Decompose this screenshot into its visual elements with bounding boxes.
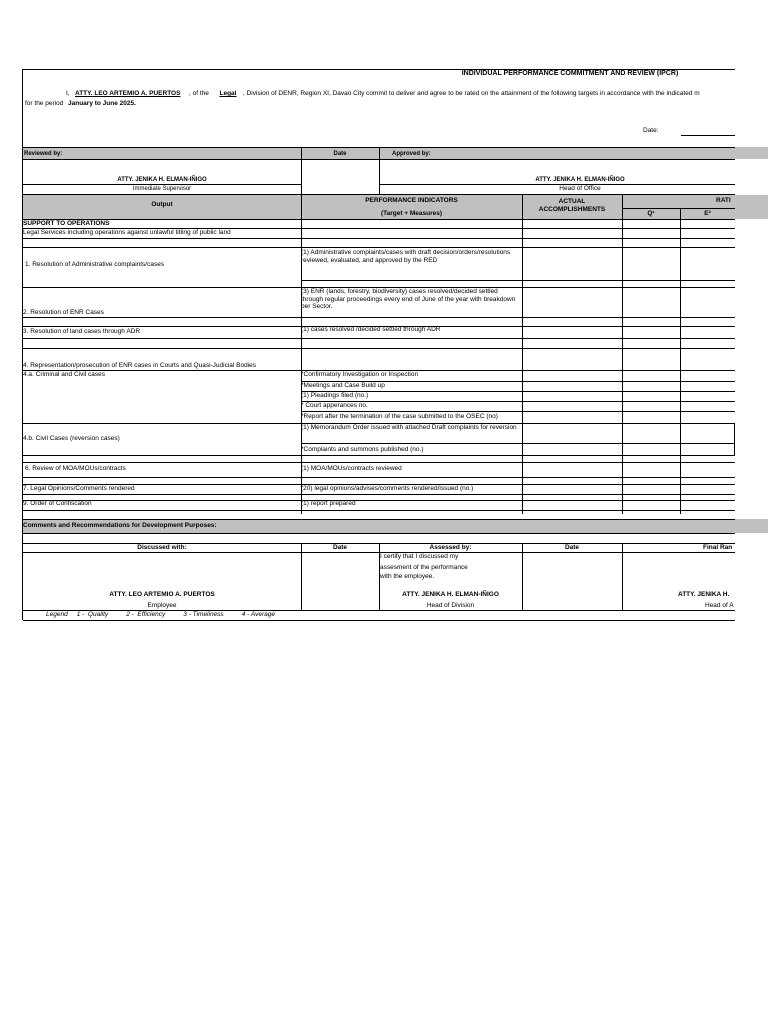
- row-line: [23, 247, 735, 248]
- tbl-v-3: [622, 194, 623, 514]
- footer-assessor-name: ATTY. JENIKA H. ELMAN-IÑIGO: [402, 591, 499, 598]
- approved-by-label: Approved by:: [392, 151, 431, 157]
- footer-employee-role: Employee: [147, 602, 177, 609]
- period-prefix: for the period: [25, 100, 64, 107]
- tbl-v-right-stub: [734, 423, 735, 455]
- certify-line-2: assesment of the performance: [380, 564, 468, 571]
- output-4: 4. Representation/prosecution of ENR cases in Courts and Quasi-Judicial Bodies: [23, 362, 257, 369]
- discussed-with-label: Discussed with:: [137, 544, 187, 551]
- output-7: 7. Legal Opinions/Comments rendered: [23, 485, 135, 492]
- row-line: [23, 317, 735, 318]
- review-date-label: Date: [333, 151, 347, 157]
- footer-date-label: Date: [332, 544, 348, 551]
- comments-bottom: [23, 533, 735, 534]
- row-line: [23, 500, 735, 501]
- th-e: E²: [704, 210, 711, 217]
- section-support: SUPPORT TO OPERATIONS: [23, 220, 110, 227]
- footer-v-1: [301, 543, 302, 610]
- footer-final-name: ATTY. JENIKA H.: [678, 591, 730, 598]
- date-underline: [681, 135, 735, 136]
- reviewed-by-label: Reviewed by:: [24, 151, 63, 157]
- intro-i: I,: [66, 90, 70, 97]
- row-line: [23, 348, 735, 349]
- tbl-v-4: [680, 208, 681, 514]
- division-name: Legal: [219, 90, 237, 97]
- th-q: Q¹: [647, 210, 655, 217]
- intro-rest: , Division of DENR, Region XI, Davao City commit to deliver and agree to be rated on the attainment of the following targets in accordance with the indicated m: [243, 90, 700, 97]
- final-rating-label: Final Ran: [703, 544, 733, 551]
- output-6: 6. Review of MOA/MOUs/contracts: [25, 465, 126, 472]
- th-output: Output: [151, 201, 173, 208]
- review-v-2: [379, 147, 380, 195]
- intro-of-the: , of the: [189, 90, 209, 97]
- indicator-4a-3: (1) Pleadings filed (no.): [301, 392, 369, 399]
- page-title: INDIVIDUAL PERFORMANCE COMMITMENT AND REVIEW (IPCR): [461, 70, 679, 77]
- th-rating: RATI: [716, 197, 731, 204]
- indicator-1: (1) Administrative complaints/cases with draft decision/orders/resolutions reviewed, evaluated, and approved by the RED: [301, 249, 511, 264]
- th-performance-indicators: PERFORMANCE INDICATORS: [365, 197, 458, 204]
- indicator-4a-1: *Confirmatory Investigation or Inspection: [301, 371, 419, 378]
- output-3: 3. Resolution of land cases through ADR: [23, 328, 141, 335]
- row-line: [23, 510, 735, 511]
- th-target-measures: (Target + Measures): [380, 210, 443, 217]
- assessed-by-label: Assessed by:: [429, 544, 472, 551]
- row-line: [23, 462, 735, 463]
- row-line: [23, 494, 735, 495]
- supervisor-name: ATTY. JENIKA H. ELMAN-IÑIGO: [117, 177, 207, 183]
- legend: Legend 1 - Quality 2 - Efficiency 3 - Timeliness 4 - Average: [46, 611, 275, 618]
- th-top: [23, 194, 735, 195]
- th-actual-2: ACCOMPLISHMENTS: [538, 206, 606, 213]
- footer-date-label-2: Date: [564, 544, 580, 551]
- indicator-9: (1) report prepared: [301, 500, 356, 507]
- output-4b: 4.b. Civil Cases (reversion cases): [23, 435, 120, 442]
- indicator-7: (20) legal opinions/advises/comments rendered/issued (no.): [301, 485, 474, 492]
- row-line: [301, 443, 735, 444]
- indicator-6: (1) MOA/MOUs/contracts reviewed: [301, 465, 402, 472]
- head-name: ATTY. JENIKA H. ELMAN-IÑIGO: [535, 177, 625, 183]
- comments-label: Comments and Recommendations for Development Purposes:: [23, 522, 217, 529]
- output-1: 1. Resolution of Administrative complaints/cases: [25, 261, 165, 268]
- indicator-3: (1) cases resolved /decided settled through ADR: [301, 326, 441, 333]
- footer-assessor-role: Head of Division: [426, 602, 475, 609]
- footer-final-role: Head of A: [705, 602, 734, 609]
- period: January to June 2025.: [68, 100, 136, 107]
- head-role: Head of Office: [559, 185, 601, 192]
- supervisor-role: Immediate Supervisor: [132, 186, 192, 192]
- output-2: 2. Resolution of ENR Cases: [23, 309, 104, 316]
- indicator-4b-2: *Complaints and summons published (no.): [301, 446, 424, 453]
- tbl-v-2: [522, 194, 523, 514]
- th-rating-split: [622, 208, 735, 209]
- legal-services: Legal Services including operations against unlawful titling of public land: [23, 229, 231, 236]
- footer-line-4: [23, 620, 735, 621]
- footer-employee-name: ATTY. LEO ARTEMIO A. PUERTOS: [109, 591, 215, 598]
- row-line: [301, 411, 735, 412]
- row-line: [23, 238, 735, 239]
- row-line: [23, 455, 735, 456]
- row-line: [23, 477, 735, 478]
- employee-name: ATTY. LEO ARTEMIO A. PUERTOS: [75, 90, 181, 97]
- indicator-4a-4: * Court apperances no.: [301, 402, 368, 409]
- indicator-2: (3) ENR (lands, forestry, biodiversity) cases resolved/decided settled through regular proceedings every end of June of the year with breakdown per Sector.: [301, 288, 516, 310]
- th-bottom: [23, 219, 735, 220]
- comments-top: [23, 519, 735, 520]
- certify-line-1: I certify that I discussed my: [380, 553, 459, 560]
- output-9: 9. Order of Confiscation: [23, 500, 92, 507]
- footer-v-4: [622, 543, 623, 610]
- indicator-4a-5: *Report after the termination of the case submitted to the OSEC (no): [301, 413, 498, 420]
- indicator-4a-2: *Meetings and Case Build up: [301, 382, 385, 389]
- indicator-4b-1: (1) Memorandum Order issued with attached Draft complaints for reversion: [301, 424, 517, 431]
- certify-line-3: with the employee.: [380, 573, 435, 580]
- output-4a: 4.a. Criminal and Civil cases: [23, 371, 106, 378]
- date-label: Date:: [643, 127, 659, 134]
- row-line: [23, 338, 735, 339]
- frame-left: [22, 69, 23, 620]
- row-line: [301, 280, 735, 281]
- footer-v-3: [522, 543, 523, 610]
- th-actual-1: ACTUAL: [558, 198, 586, 205]
